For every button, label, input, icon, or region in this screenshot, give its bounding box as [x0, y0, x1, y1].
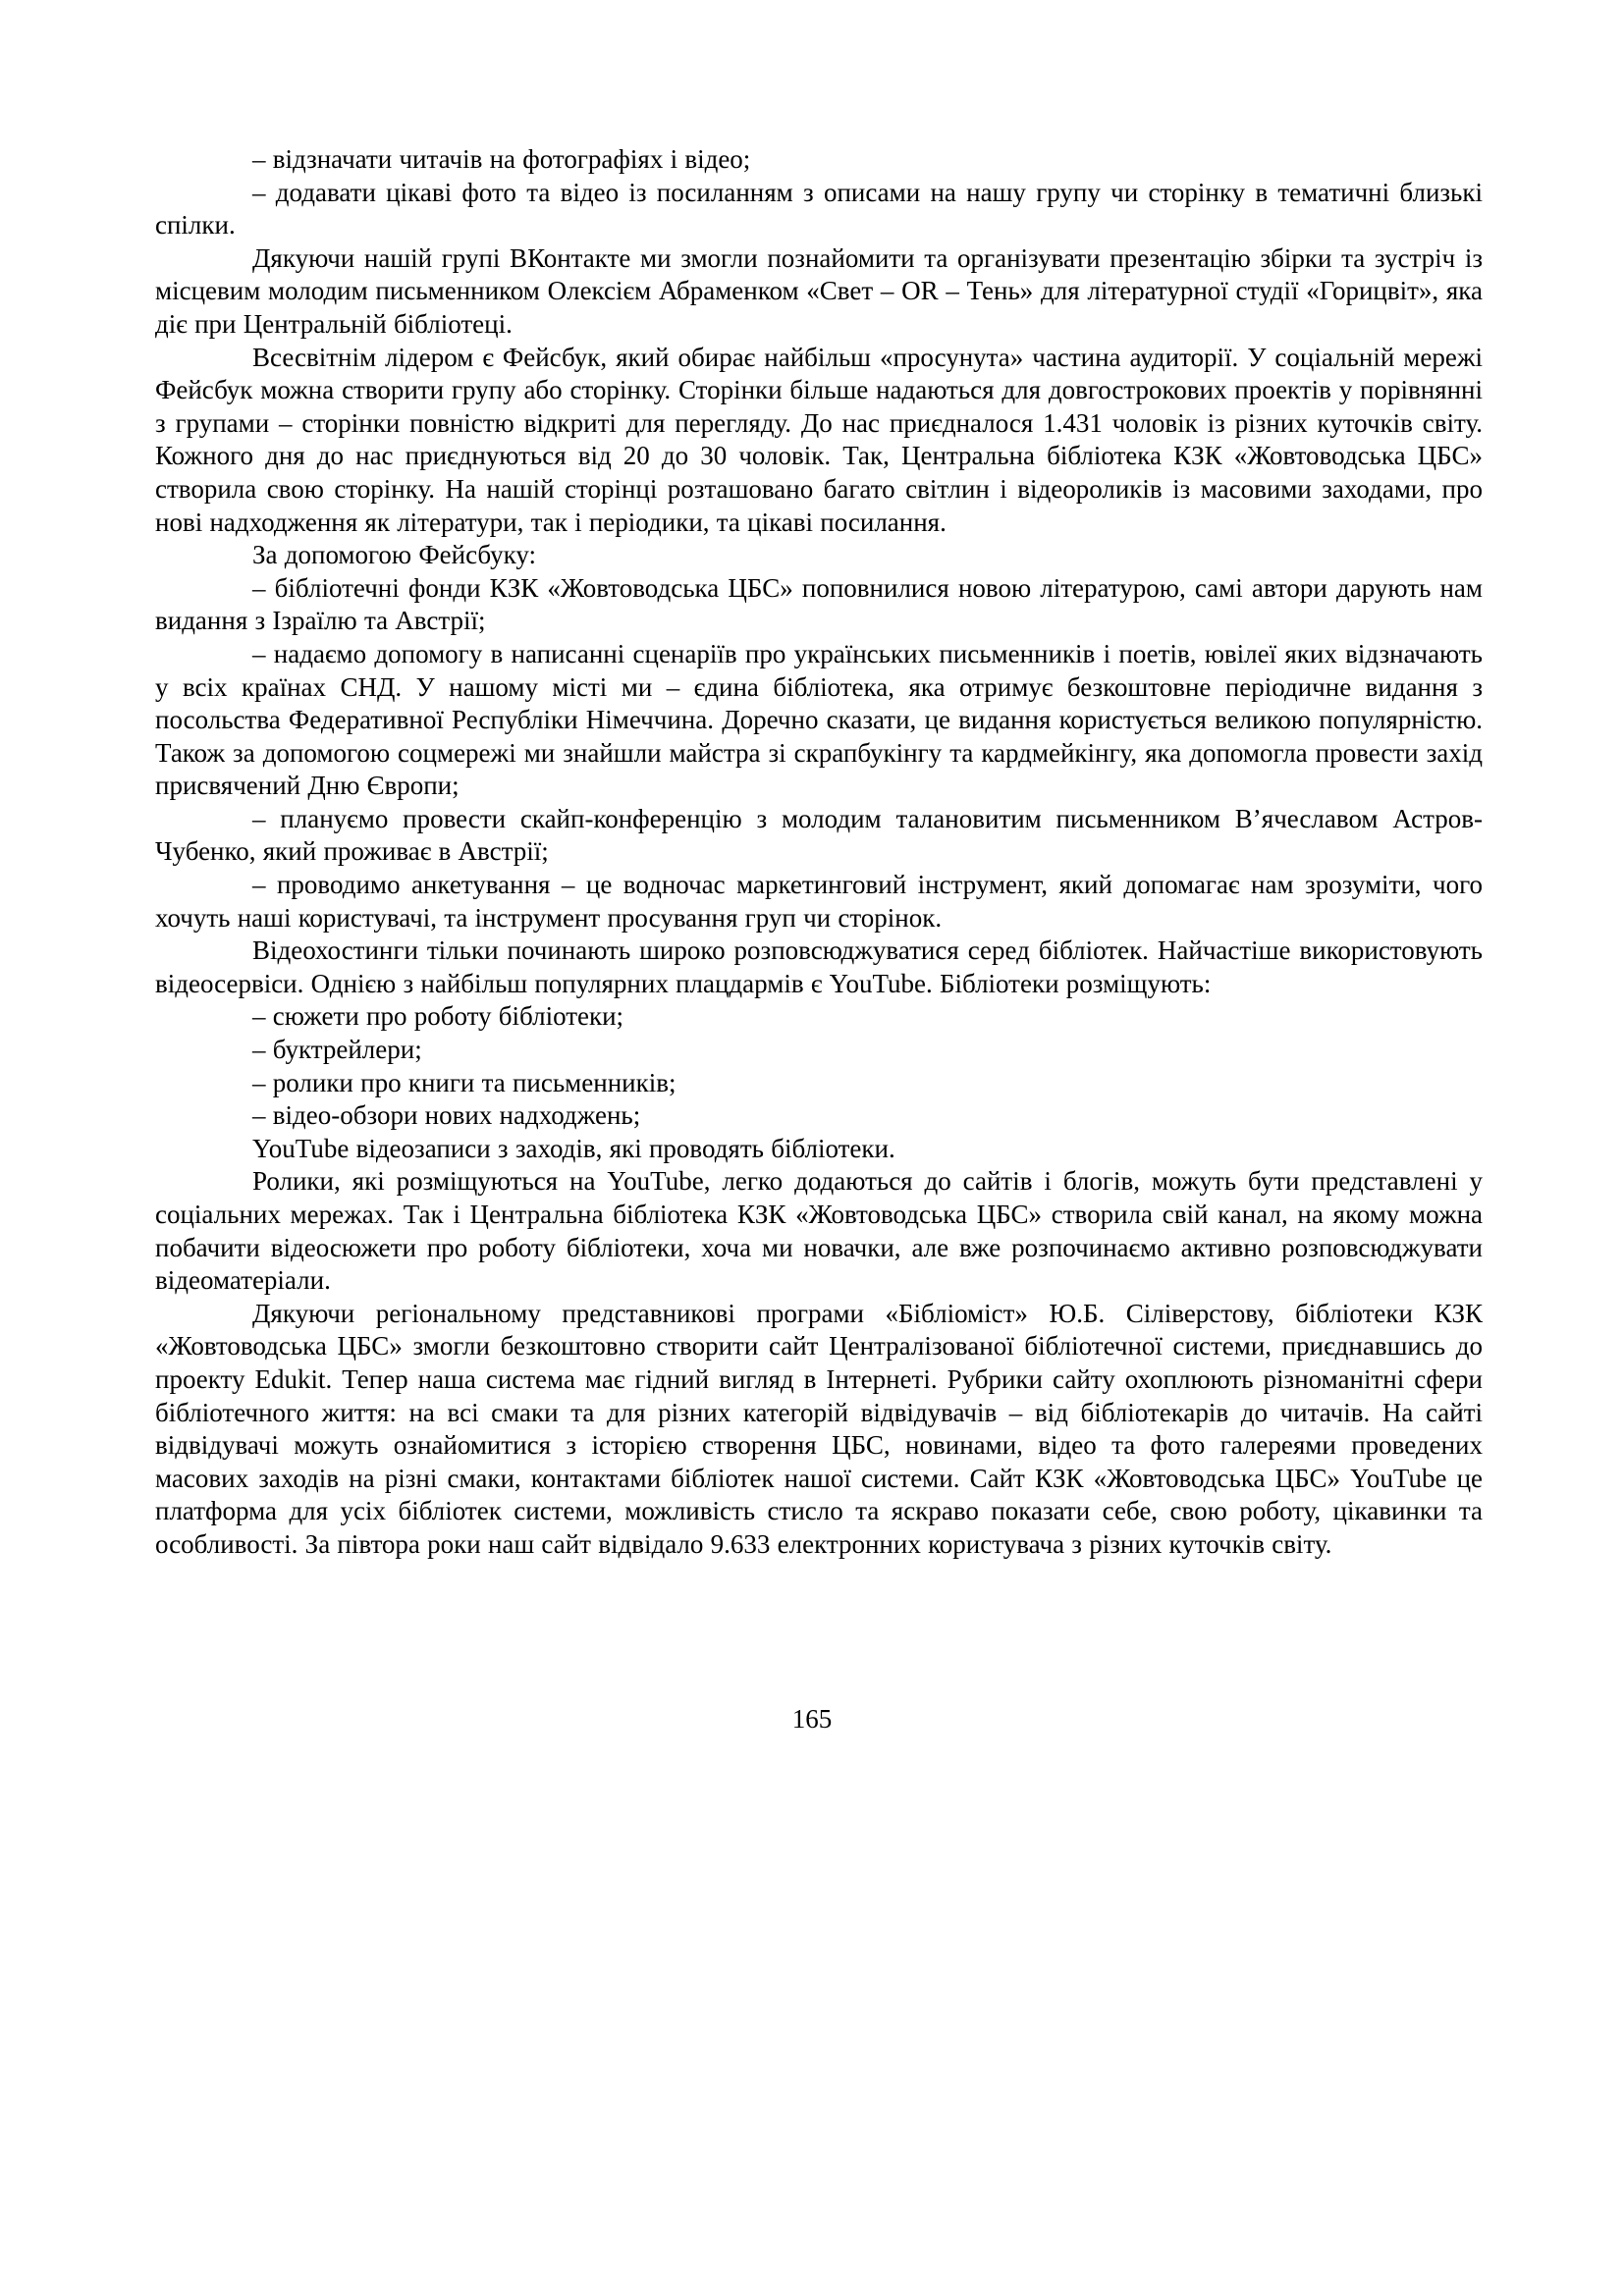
paragraph: Ролики, які розміщуються на YouTube, легко додаються до сайтів і блогів, можуть бути представлені у соціальних мережах. Так і Центральна бібліотека КЗК «Жовтоводська ЦБС» створила свій канал, на якому можна побачити відеосюжети про роботу бібліотеки, хоча ми новачки, але вже розпочинаємо активно розповсюджувати відеоматеріали.: [155, 1166, 1483, 1296]
page-number: 165: [791, 1704, 833, 1734]
paragraph-list-item: – надаємо допомогу в написанні сценаріїв про українських письменників і поетів, ювілеї яких відзначають у всіх країнах СНД. У нашому місті ми – єдина бібліотека, яка отримує безкоштовне періодичне видання з посольства Федеративної Республіки Німеччина. Доречно сказати, це видання користується великою популярністю. Також за допомогою соцмережі ми знайшли майстра зі скрапбукінгу та кардмейкінгу, яка допомогла провести захід присвячений Дню Європи;: [155, 638, 1483, 801]
paragraph-list-item: – додавати цікаві фото та відео із посиланням з описами на нашу групу чи сторінку в тематичні близькі спілки.: [155, 177, 1483, 240]
paragraph: Дякуючи нашій групі ВКонтакте ми змогли познайомити та організувати презентацію збірки та зустріч із місцевим молодим письменником Олексієм Абраменком «Свет – OR – Тень» для літературної студії «Горицвіт», яка діє при Центральній бібліотеці.: [155, 242, 1483, 339]
paragraph: YouTube відеозаписи з заходів, які проводять бібліотеки.: [252, 1133, 895, 1163]
document-body: [155, 143, 1483, 1562]
paragraph-list-item: – ролики про книги та письменників;: [252, 1067, 677, 1097]
paragraph-list-item: – відзначати читачів на фотографіях і відео;: [252, 144, 751, 174]
paragraph-list-item: – сюжети про роботу бібліотеки;: [252, 1001, 624, 1032]
paragraph: Всесвітнім лідером є Фейсбук, який обирає найбільш «просунута» частина аудиторії. У соціальній мережі Фейсбук можна створити групу або сторінку. Сторінки більше надаються для довгострокових проектів у порівнянні з групами – сторінки повністю відкриті для перегляду. До нас приєдналося 1.431 чоловік із різних куточків світу. Кожного дня до нас приєднуються від 20 до 30 чоловік. Так, Центральна бібліотека КЗК «Жовтоводська ЦБС» створила свою сторінку. На нашій сторінці розташовано багато світлин і відеороликів із масовими заходами, про нові надходження як літератури, так і періодики, та цікаві посилання.: [155, 342, 1483, 537]
paragraph-list-item: – бібліотечні фонди КЗК «Жовтоводська ЦБС» поповнилися новою літературою, самі автори дарують нам видання з Ізраїлю та Австрії;: [155, 572, 1483, 636]
paragraph: За допомогою Фейсбуку:: [252, 540, 537, 570]
paragraph-list-item: – буктрейлери;: [252, 1035, 422, 1065]
paragraph: Відеохостинги тільки починають широко розповсюджуватися серед бібліотек. Найчастіше використовують відеосервіси. Однією з найбільш популярних плацдармів є YouTube. Бібліотеки розміщують:: [155, 935, 1483, 998]
paragraph-list-item: – відео-обзори нових надходжень;: [252, 1100, 641, 1131]
paragraph-list-item: – проводимо анкетування – це водночас маркетинговий інструмент, який допомагає нам зрозуміти, чого хочуть наші користувачі, та інструмент просування груп чи сторінок.: [155, 870, 1483, 933]
paragraph: Дякуючи регіональному представникові програми «Бібліоміст» Ю.Б. Сіліверстову, бібліотеки КЗК «Жовтоводська ЦБС» змогли безкоштовно створити сайт Централізованої бібліотечної системи, приєднавшись до проекту Edukit. Тепер наша система має гідний вигляд в Інтернеті. Рубрики сайту охоплюють різноманітні сфери бібліотечного життя: на всі смаки та для різних категорій відвідувачів – від бібліотекарів до читачів. На сайті відвідувачі можуть ознайомитися з історією створення ЦБС, новинами, відео та фото галереями проведених масових заходів на різні смаки, контактами бібліотек нашої системи. Сайт КЗК «Жовтоводська ЦБС» YouTube це платформа для усіх бібліотек системи, можливість стисло та яскраво показати себе, свою роботу, цікавинки та особливості. За півтора роки наш сайт відвідало 9.633 електронних користувача з різних куточків світу.: [155, 1298, 1483, 1559]
paragraph-list-item: – плануємо провести скайп-конференцію з молодим талановитим письменником В’ячеславом Астров-Чубенко, який проживає в Австрії;: [155, 803, 1483, 867]
